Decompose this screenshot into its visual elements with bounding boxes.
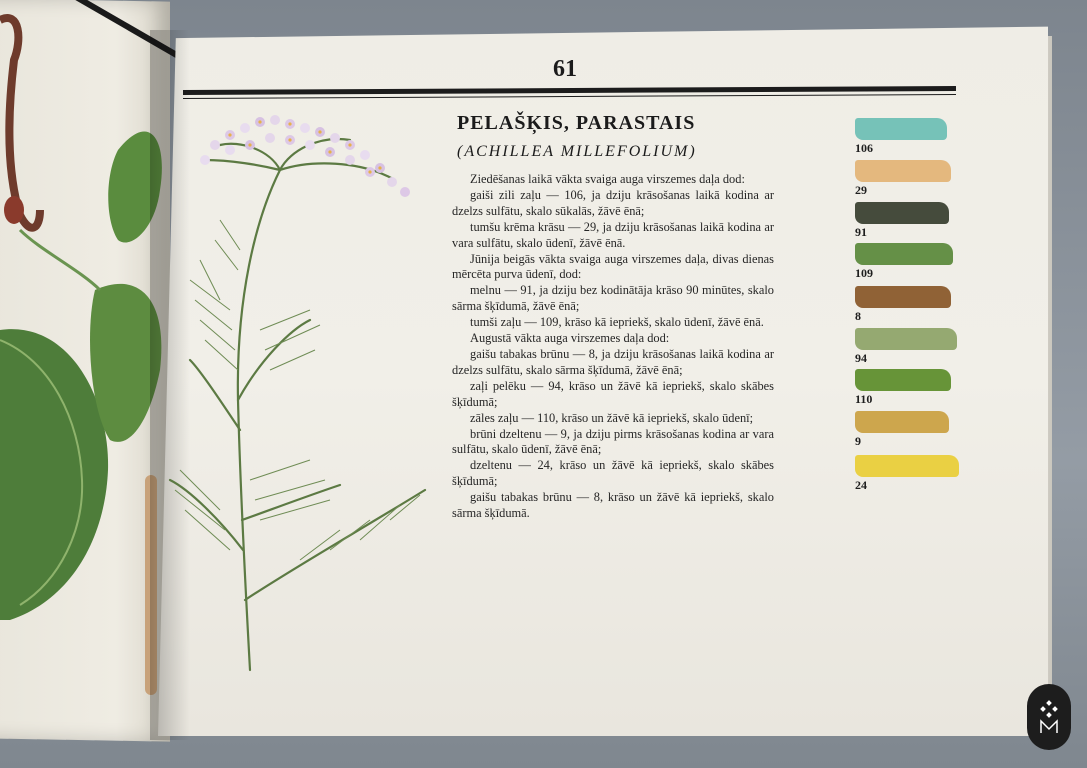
- color-swatch: [855, 328, 957, 366]
- color-swatch: [855, 369, 951, 407]
- swatch-number: 24: [855, 478, 867, 492]
- swatch-color-bar: [855, 411, 949, 433]
- paragraph: Jūnija beigās vākta svaiga auga virszemes daļa, divas dienas mērcēta purva ūdenī, dod:: [452, 251, 774, 282]
- swatch-color-bar: [855, 369, 951, 391]
- paragraph: Augustā vākta auga virszemes daļa dod:: [470, 331, 670, 346]
- species-title: PELAŠĶIS, PARASTAIS: [457, 112, 696, 134]
- leaf-illustration: [0, 0, 170, 740]
- paragraph: brūni dzeltenu — 9, ja dziju pirms krāsošanas kodina ar vara sulfātu, skalo ūdenī, žāvē ēnā;: [452, 426, 774, 457]
- dye-instructions-text: [452, 172, 774, 522]
- paragraph: zāles zaļu — 110, krāso un žāvē kā iepriekš, skalo ūdenī;: [470, 410, 754, 425]
- swatch-color-bar: [855, 160, 951, 182]
- watermark-logo-icon: [1027, 684, 1071, 750]
- swatch-number: 91: [855, 225, 867, 239]
- swatch-color-bar: [855, 328, 957, 350]
- swatch-number: 9: [855, 434, 861, 448]
- yarrow-plant-illustration: [160, 100, 440, 680]
- paragraph: Ziedēšanas laikā vākta svaiga auga virszemes daļa dod:: [470, 172, 745, 186]
- color-swatch: [855, 118, 947, 156]
- paragraph: melnu — 91, ja dziju bez kodinātāja krāso 90 minūtes, skalo sārma šķīdumā, žāvē ēnā;: [452, 283, 774, 314]
- paragraph: dzeltenu — 24, krāso un žāvē kā iepriekš, skalo skābes šķīdumā;: [452, 458, 774, 489]
- swatch-color-bar: [855, 286, 951, 308]
- swatch-number: 109: [855, 266, 873, 280]
- color-swatch: [855, 411, 949, 449]
- color-swatch: [855, 286, 951, 324]
- swatch-number: 94: [855, 351, 867, 365]
- swatch-number: 8: [855, 309, 861, 323]
- swatch-number: 29: [855, 183, 867, 197]
- swatch-color-bar: [855, 455, 959, 477]
- paragraph: zaļi pelēku — 94, krāso un žāvē kā iepriekš, skalo skābes šķīdumā;: [452, 378, 774, 409]
- swatch-color-bar: [855, 202, 949, 224]
- page-number: 61: [553, 56, 577, 82]
- swatch-number: 110: [855, 392, 873, 406]
- paragraph: gaišu tabakas brūnu — 8, krāso un žāvē kā iepriekš, skalo sārma šķīdumā.: [452, 490, 774, 521]
- color-swatch: [855, 160, 951, 198]
- paragraph: gaišu tabakas brūnu — 8, ja dziju krāsošanas laikā kodina ar dzelzs sulfātu, skalo sārma šķīdumā, žāvē ēnā;: [452, 346, 774, 377]
- paragraph: tumšu krēma krāsu — 29, ja dziju krāsošanas laikā kodina ar vara sulfātu, skalo ūdenī, žāvē ēnā.: [452, 219, 774, 250]
- color-swatch: [855, 202, 949, 240]
- color-swatch: [855, 243, 953, 281]
- paragraph: gaiši zili zaļu — 106, ja dziju krāsošanas laikā kodina ar dzelzs sulfātu, skalo sūkalās, žāvē ēnā;: [452, 187, 774, 218]
- paragraph: tumši zaļu — 109, krāso kā iepriekš, skalo ūdenī, žāvē ēnā.: [470, 315, 764, 330]
- swatch-number: 106: [855, 141, 873, 155]
- color-swatch: [855, 455, 959, 493]
- latin-name: (ACHILLEA MILLEFOLIUM): [457, 143, 697, 160]
- swatch-color-bar: [855, 118, 947, 140]
- color-swatch-column: [855, 118, 975, 518]
- swatch-color-bar: [855, 243, 953, 265]
